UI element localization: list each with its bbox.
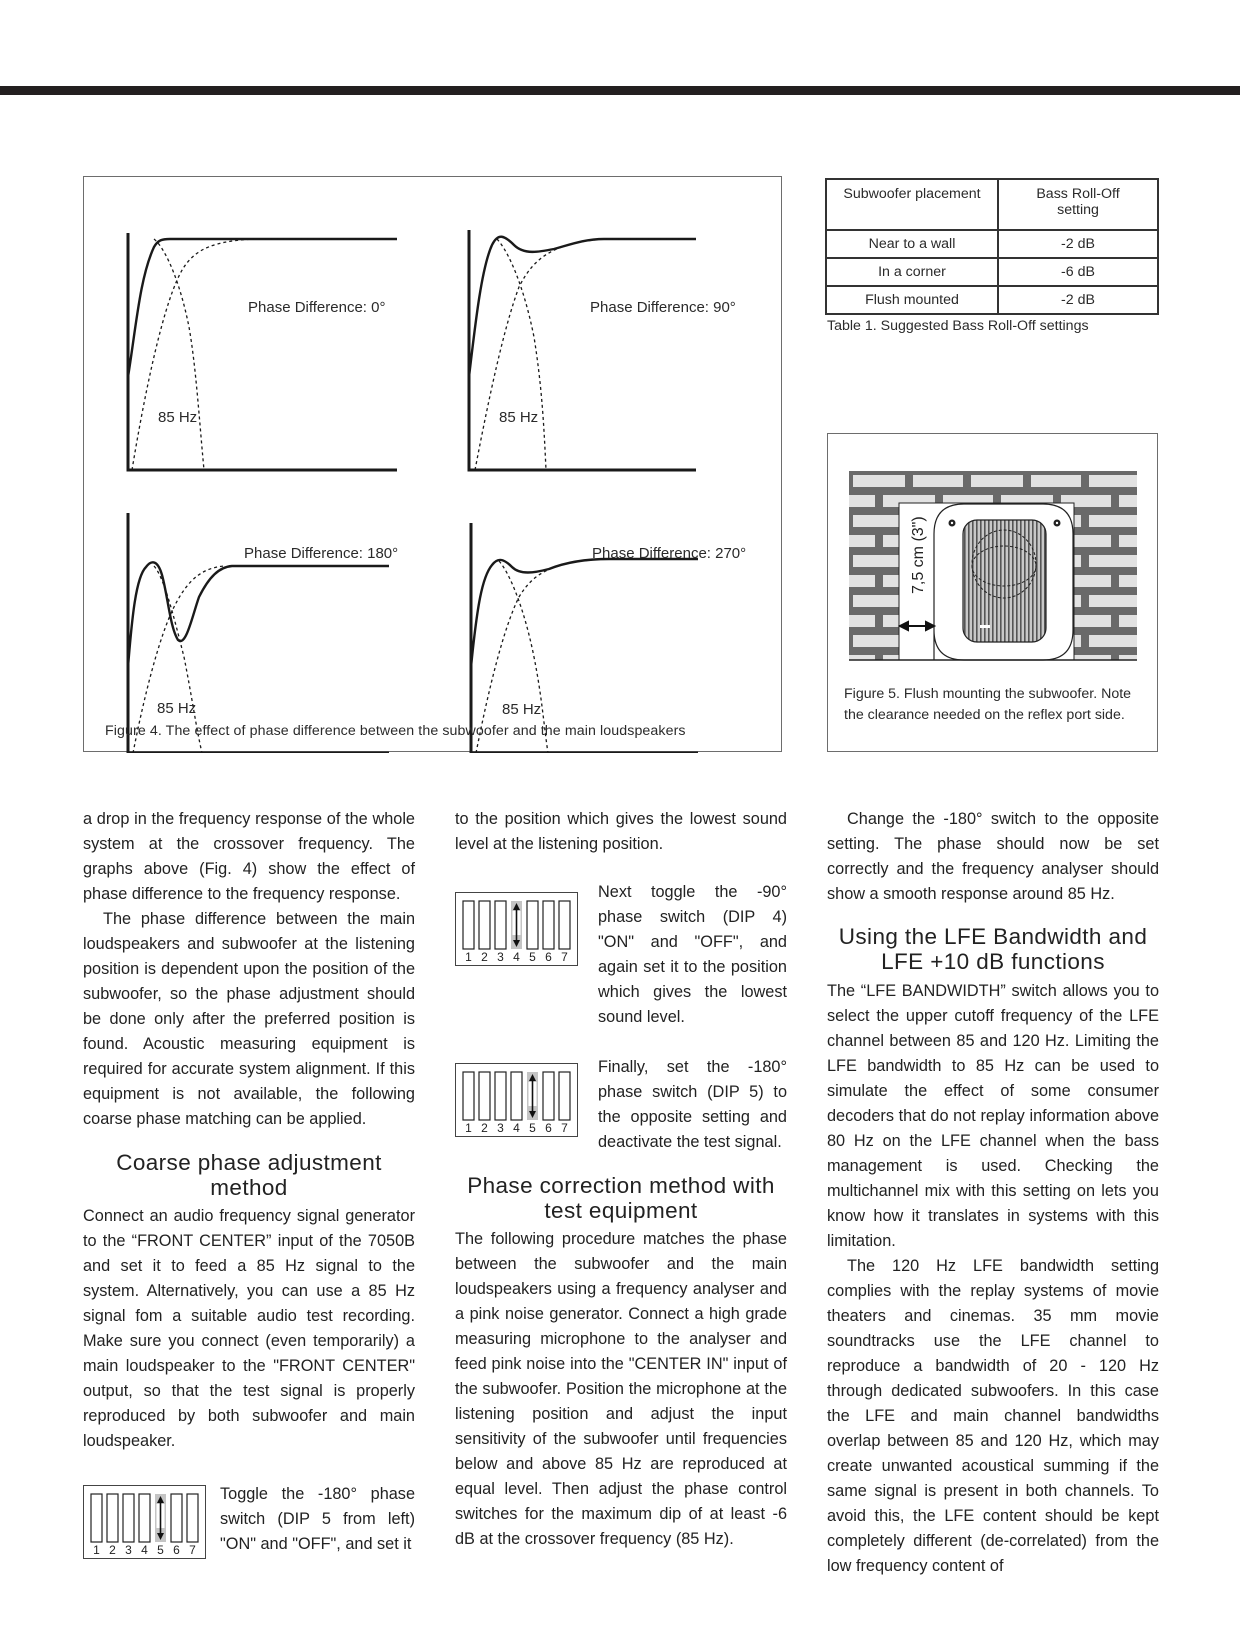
paragraph: Toggle the -180° phase switch (DIP 5 from left) "ON" and "OFF", and set it — [220, 1485, 415, 1553]
dip-switch-diagram — [455, 1063, 578, 1137]
phase-graphs-drawing — [84, 177, 783, 753]
section-heading-lfe: Using the LFE Bandwidth and LFE +10 dB functions — [838, 924, 1148, 974]
dip-instruction-set-180 — [455, 1055, 787, 1155]
svg-text:2: 2 — [481, 950, 488, 964]
paragraph: Next toggle the -90° phase switch (DIP 4) "ON" and "OFF", and again set it to the position which gives the lowest sound level. — [598, 883, 787, 1026]
table-header-cell: Bass Roll-Off setting — [998, 179, 1158, 230]
svg-text:1: 1 — [465, 950, 472, 964]
svg-text:3: 3 — [497, 950, 504, 964]
table-row — [826, 230, 1158, 258]
graph-0deg — [128, 233, 397, 470]
table-cell: In a corner — [826, 258, 998, 286]
table-cell: -6 dB — [998, 258, 1158, 286]
svg-text:1: 1 — [465, 1121, 472, 1135]
table-1-caption: Table 1. Suggested Bass Roll-Off settings — [827, 318, 1089, 334]
text-column-1 — [83, 807, 415, 1559]
paragraph: Change the -180° switch to the opposite setting. The phase should now be set correctly and the frequency analyser should show a smooth response around 85 Hz. — [827, 810, 1159, 903]
table-cell: -2 dB — [998, 286, 1158, 314]
bass-rolloff-table — [825, 178, 1159, 315]
paragraph: Finally, set the -180° phase switch (DIP 5) to the opposite setting and deactivate the test signal. — [598, 1058, 787, 1151]
svg-text:5: 5 — [157, 1543, 164, 1557]
graph-label-270: Phase Difference: 270° — [592, 545, 747, 562]
svg-text:4: 4 — [141, 1543, 148, 1557]
speaker-grille — [963, 520, 1046, 642]
graph-label-90: Phase Difference: 90° — [590, 299, 736, 316]
table-cell: -2 dB — [998, 230, 1158, 258]
dip-switch-diagram — [455, 892, 578, 966]
svg-text:7: 7 — [561, 950, 568, 964]
svg-text:7: 7 — [561, 1121, 568, 1135]
paragraph: a drop in the frequency response of the whole system at the crossover frequency. The graphs above (Fig. 4) show the effect of phase difference to the frequency response. — [83, 810, 415, 903]
svg-text:5: 5 — [529, 1121, 536, 1135]
paragraph: The “LFE BANDWIDTH” switch allows you to select the upper cutoff frequency of the LFE channel between 85 and 120 Hz. Limiting the LFE bandwidth to 85 Hz can be used to simulate the effect of some consumer decoders that do not replay information above 80 Hz on the LFE channel when the bass management is used. Checking the multichannel mix with this setting on lets you know how it translates in systems with this limitation. — [827, 982, 1159, 1250]
svg-text:3: 3 — [125, 1543, 132, 1557]
graph-label-180: Phase Difference: 180° — [244, 545, 399, 562]
table-header-cell: Subwoofer placement — [826, 179, 998, 230]
paragraph: to the position which gives the lowest sound level at the listening position. — [455, 810, 787, 853]
dip-instruction-toggle-180 — [83, 1482, 415, 1559]
paragraph: Connect an audio frequency signal generator to the “FRONT CENTER” input of the 7050B and set it to feed a 85 Hz signal to the system. Alternatively, you can use a 85 Hz signal fom a suitable audio test recording. Make sure you connect (even temporarily) a main loudspeaker to the "FRONT CENTER" output, so that the test signal is properly reproduced by both subwoofer and main loudspeaker. — [83, 1207, 415, 1450]
table-row — [826, 258, 1158, 286]
paragraph: The phase difference between the main loudspeakers and subwoofer at the listening position is dependent upon the position of the subwoofer, so the phase adjustment should be done only after the preferred position is found. Acoustic measuring equipment is required for accurate system alignment. If this equipment is not available, the following coarse phase matching can be applied. — [83, 910, 415, 1128]
svg-text:6: 6 — [545, 1121, 552, 1135]
graph-label-0: Phase Difference: 0° — [248, 299, 386, 316]
figure-5-flush-mounting — [827, 433, 1158, 752]
header-rule — [0, 86, 1240, 95]
text-column-2 — [455, 807, 787, 1552]
dip-switch-diagram — [83, 1485, 206, 1559]
section-heading-phase-correction: Phase correction method with test equipment — [467, 1173, 775, 1223]
paragraph: The following procedure matches the phase between the subwoofer and the main loudspeakers using a frequency analyser and a pink noise generator. Connect a high grade measuring microphone to the analyser and feed pink noise into the "CENTER IN" input of the subwoofer. Position the microphone at the listening position and adjust the input sensitivity of the subwoofer until frequencies below and above 85 Hz are reproduced at equal level. Then adjust the phase control switches for the maximum dip of at least -6 dB at the crossover frequency (85 Hz). — [455, 1230, 787, 1548]
svg-text:7: 7 — [189, 1543, 196, 1557]
svg-text:2: 2 — [109, 1543, 116, 1557]
svg-text:4: 4 — [513, 950, 520, 964]
svg-text:3: 3 — [497, 1121, 504, 1135]
graph-90deg — [469, 230, 696, 470]
clearance-dimension: 7,5 cm (3") — [910, 516, 927, 594]
figure-4-phase-difference — [83, 176, 782, 752]
dip-instruction-toggle-90 — [455, 880, 787, 1030]
svg-text:2: 2 — [481, 1121, 488, 1135]
svg-text:5: 5 — [529, 950, 536, 964]
figure-5-caption: Figure 5. Flush mounting the subwoofer. Note the clearance needed on the reflex port side. — [844, 686, 1132, 723]
table-row — [826, 286, 1158, 314]
svg-text:4: 4 — [513, 1121, 520, 1135]
graph-freq-label-270: 85 Hz — [502, 701, 542, 718]
section-heading-coarse-phase: Coarse phase adjustment method — [116, 1150, 382, 1200]
text-column-3 — [827, 807, 1159, 1579]
graph-freq-label-0: 85 Hz — [158, 409, 198, 426]
graph-freq-label-180: 85 Hz — [157, 700, 197, 717]
svg-text:1: 1 — [93, 1543, 100, 1557]
figure-4-caption: Figure 4. The effect of phase difference between the subwoofer and the main loudspeakers — [105, 723, 686, 739]
table-cell: Near to a wall — [826, 230, 998, 258]
table-header-row — [826, 179, 1158, 230]
graph-freq-label-90: 85 Hz — [499, 409, 539, 426]
svg-text:6: 6 — [173, 1543, 180, 1557]
paragraph: The 120 Hz LFE bandwidth setting complies with the replay systems of movie theaters and cinemas. 35 mm movie soundtracks use the LFE channel to reproduce a bandwidth of 20 - 120 Hz through dedicated subwoofers. In this case the LFE and main channel bandwidths overlap between 85 and 120 Hz, which may create unwanted acoustical summing if the same signal is present in both channels. To avoid this, the LFE content should be kept completely different (de-correlated) from the low frequency content of — [827, 1257, 1159, 1575]
svg-text:6: 6 — [545, 950, 552, 964]
table-cell: Flush mounted — [826, 286, 998, 314]
